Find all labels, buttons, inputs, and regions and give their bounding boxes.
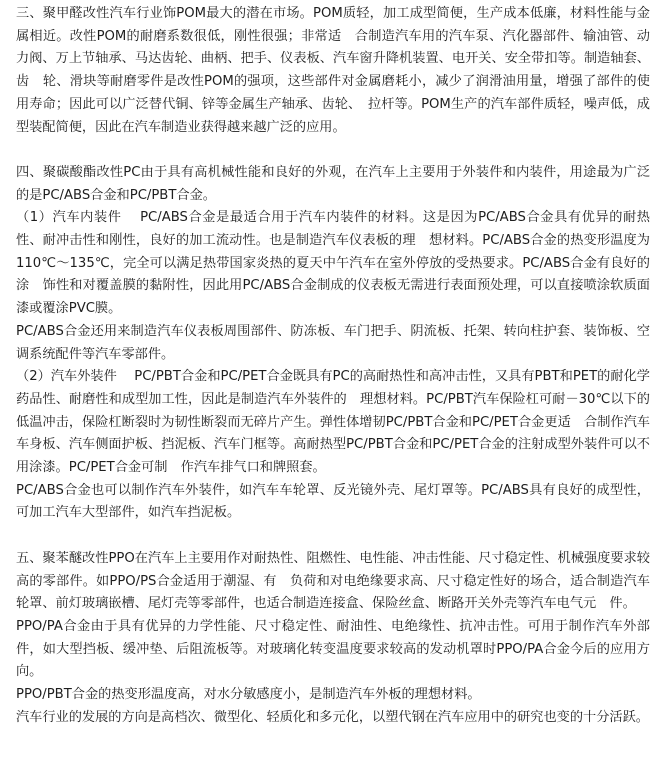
pc-abs-parts-paragraph: PC/ABS合金还用来制造汽车仪表板周围部件、防冻板、车门把手、阴流板、托架、转向柱护套、装饰板、空调系统配件等汽车零部件。 — [16, 323, 650, 362]
section-ppo-paragraph: 五、聚苯醚改性PPO在汽车上主要用作对耐热性、阻燃性、电性能、冲击性能、尺寸稳定性、机械强度要求较高的零部件。如PPO/PS合金适用于潮湿、有 负荷和对电绝缘要求高、尺寸稳定性好的场合，适合制造汽车轮罩、前灯玻璃嵌槽、尾灯壳等零部件，也适合制造连接盒、保险丝盒、断路开关外壳等汽车电气元 件。 — [16, 550, 650, 612]
section-pom-paragraph: 三、聚甲醛改性汽车行业饰POM最大的潜在市场。POM质轻，加工成型简便，生产成本低廉，材料性能与金属相近。改性POM的耐磨系数很低，刚性很强；非常适 合制造汽车用的汽车泵、汽化器部件、输油管、动力阀、万上节轴承、马达齿轮、曲柄、把手、仪表板、汽车窗升降机装置、电开关、安全带扣等。制造轴套、齿 轮、滑块等耐磨零件是改性POM的强项，这些部件对金属磨耗小，减少了润滑油用量，增强了部件的使用寿命；因此可以广泛替代铜、锌等金属生产轴承、齿轮、 拉杆等。POM生产的汽车部件质轻，噪声低，成型装配简便，因此在汽车制造业获得越来越广泛的应用。 — [16, 6, 650, 135]
ppo-pa-paragraph: PPO/PA合金由于具有优异的力学性能、尺寸稳定性、耐油性、电绝缘性、抗冲击性。可用于制作汽车外部件，如大型挡板、缓冲垫、后阻流板等。对玻璃化转变温度要求较高的发动机罩时PPO/PA合金今后的应用方向。 — [16, 618, 650, 680]
paragraph-spacer — [16, 525, 650, 548]
pc-abs-exterior-paragraph: PC/ABS合金也可以制作汽车外装件，如汽车车轮罩、反光镜外壳、尾灯罩等。PC/ABS具有良好的成型性，可加工汽车大型部件，如汽车挡泥板。 — [16, 482, 650, 521]
pc-exterior-parts-paragraph: （2）汽车外装件 PC/PBT合金和PC/PET合金既具有PC的高耐热性和高冲击性，又具有PBT和PET的耐化学药品性、耐磨性和成型加工性，因此是制造汽车外装件的 理想材料。PC/PBT汽车保险杠可耐－30℃以下的低温冲击，保险杠断裂时为韧性断裂而无碎片产生。弹性体增韧PC/PBT合金和PC/PET合金更适 合制作汽车车身板、汽车侧面护板、挡泥板、汽车门框等。高耐热型PC/PBT合金和PC/PET合金的注射成型外装件可以不用涂漆。PC/PET合金可制 作汽车排气口和牌照套。 — [16, 369, 650, 476]
article-body — [16, 3, 650, 729]
paragraph-spacer — [16, 139, 650, 162]
ppo-pbt-paragraph: PPO/PBT合金的热变形温度高，对水分敏感度小，是制造汽车外板的理想材料。 — [16, 687, 481, 703]
pc-interior-parts-paragraph: （1）汽车内装件 PC/ABS合金是最适合用于汽车内装件的材料。这是因为PC/ABS合金具有优异的耐热性、耐冲击性和刚性，良好的加工流动性。也是制造汽车仪表板的理 想材料。PC/ABS合金的热变形温度为110℃～135℃，完全可以满足热带国家炎热的夏天中午汽车在室外停放的受热要求。PC/ABS合金有良好的涂 饰性和对覆盖膜的黏附性，因此用PC/ABS合金制成的仪表板无需进行表面预处理，可以直接喷涂软质面漆或覆涂PVC膜。 — [16, 210, 650, 317]
section-pc-intro-paragraph: 四、聚碳酸酯改性PC由于具有高机械性能和良好的外观，在汽车上主要用于外装件和内装件，用途最为广泛的是PC/ABS合金和PC/PBT合金。 — [16, 164, 650, 203]
conclusion-paragraph: 汽车行业的发展的方向是高档次、微型化、轻质化和多元化，以塑代钢在汽车应用中的研究也变的十分活跃。 — [16, 709, 649, 725]
